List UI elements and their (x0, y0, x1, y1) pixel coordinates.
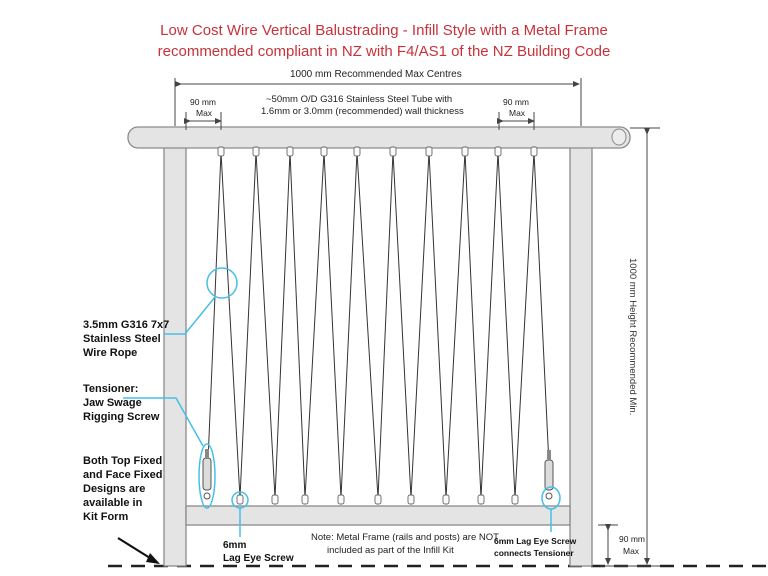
top-rail-end (612, 129, 626, 145)
tensioner-label (83, 382, 159, 424)
top-eyelet (462, 147, 468, 156)
kit-form-label-line: Both Top Fixed (83, 455, 163, 467)
wire-rope (207, 152, 549, 498)
bottom-eyelet (478, 495, 484, 504)
title-line-2: recommended compliant in NZ with F4/AS1 of the NZ Building Code (157, 43, 611, 60)
bottom-rail (186, 506, 570, 525)
bottom-eyelet (302, 495, 308, 504)
gap-right-value: 90 mm (503, 97, 529, 107)
height-label: 1000 mm Height Recommended Min. (627, 258, 638, 416)
bottom-eyelet (237, 495, 243, 504)
kit-form-label-line: available in (83, 497, 143, 509)
lag-eye-right-label (494, 535, 576, 559)
top-eyelet (321, 147, 327, 156)
bottom-eyelet (443, 495, 449, 504)
top-eyelet (287, 147, 293, 156)
bottom-eyelet (338, 495, 344, 504)
wire-rope-callout-circle (207, 268, 237, 298)
bottom-gap-max: Max (623, 546, 640, 556)
note-line-2: included as part of the Infill Kit (327, 545, 454, 556)
tensioner-label-line: Jaw Swage (83, 397, 142, 409)
top-eyelet (531, 147, 537, 156)
lag-eye-right-label-line: 6mm Lag Eye Screw (494, 536, 577, 546)
right-tensioner (545, 450, 553, 499)
lag-eye-left-label (223, 539, 294, 565)
wire-rope-label (83, 318, 169, 360)
tube-spec-line-2: 1.6mm or 3.0mm (recommended) wall thickness (261, 106, 464, 117)
title-line-1: Low Cost Wire Vertical Balustrading - Infill Style with a Metal Frame (160, 22, 608, 39)
bottom-eyelet (272, 495, 278, 504)
bottom-eyelet (375, 495, 381, 504)
kit-form-label-line: Kit Form (83, 511, 129, 523)
left-tensioner (203, 449, 211, 499)
lag-eye-left-label-line: Lag Eye Screw (223, 553, 294, 564)
top-eyelet (390, 147, 396, 156)
wire-rope-group (207, 152, 549, 498)
kit-form-label (83, 454, 162, 524)
bottom-eyelets (237, 495, 518, 504)
tube-spec-line-1: ~50mm O/D G316 Stainless Steel Tube with (266, 94, 453, 105)
gap-left-max: Max (196, 108, 213, 118)
top-eyelet (495, 147, 501, 156)
bottom-gap-value: 90 mm (619, 534, 645, 544)
kit-form-label-line: and Face Fixed (83, 469, 163, 481)
kit-form-label-line: Designs are (83, 483, 146, 495)
note-line-1: Note: Metal Frame (rails and posts) are NOT (311, 532, 499, 543)
top-eyelet (354, 147, 360, 156)
top-eyelet (426, 147, 432, 156)
wire-rope-label-line: Wire Rope (83, 347, 138, 359)
tensioner-label-line: Tensioner: (83, 383, 139, 395)
gap-right-max: Max (509, 108, 526, 118)
max-centres-label: 1000 mm Recommended Max Centres (290, 69, 462, 80)
wire-rope-label-line: 3.5mm G316 7x7 (83, 319, 170, 331)
bottom-eyelet (512, 495, 518, 504)
right-post (570, 140, 592, 566)
bottom-eyelet (408, 495, 414, 504)
gap-left-value: 90 mm (190, 97, 216, 107)
top-eyelet (253, 147, 259, 156)
top-eyelet (218, 147, 224, 156)
top-rail (128, 127, 630, 148)
lag-eye-left-label-line: 6mm (223, 540, 247, 551)
ground-arrow-head (146, 553, 160, 564)
wire-rope-label-line: Stainless Steel (83, 333, 161, 345)
lag-eye-right-label-line: connects Tensioner (494, 548, 574, 558)
tensioner-label-line: Rigging Screw (83, 411, 160, 423)
